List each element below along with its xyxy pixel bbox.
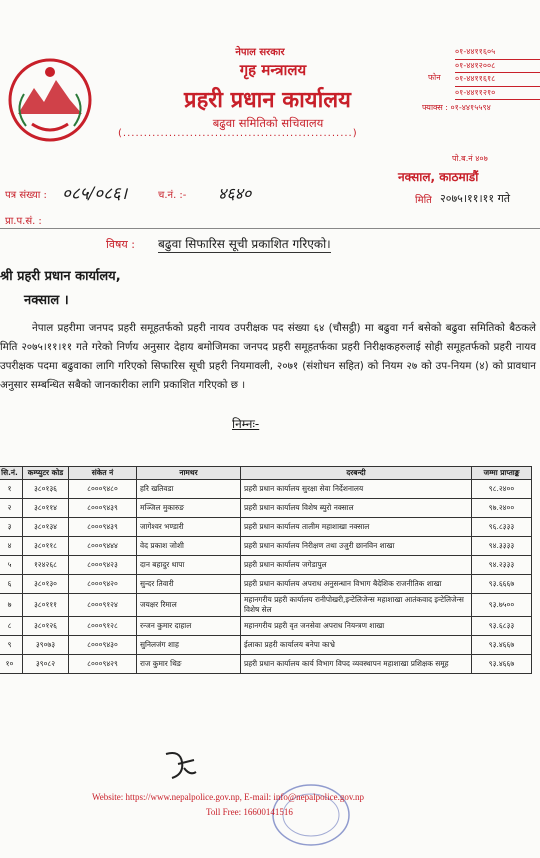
- phone-label: फोन: [428, 73, 441, 82]
- column-header: नामथर: [137, 467, 241, 480]
- table-header-row: [0, 467, 532, 480]
- sanket-number-cell: ८०००९४८०: [69, 480, 137, 499]
- serial-cell: १: [0, 480, 23, 499]
- table-row: [0, 617, 532, 636]
- posting-cell: प्रहरी प्रधान कार्यालय निरीक्षण तथा उजुरी छानविन शाखा: [241, 537, 472, 556]
- ministry-label: गृह मन्त्रालय: [239, 61, 307, 79]
- signature-image: [160, 748, 200, 784]
- phone-number: ०१-४४११६१८: [455, 73, 540, 87]
- posting-cell: महानगरीय प्रहरी कार्यालय रानीपोखरी,इन्टेलिजेन्स महाशाखा आतंकवाद इन्टेलिजेन्स विशेष सेल: [241, 594, 472, 617]
- score-cell: ९६.८३३३: [472, 518, 532, 537]
- chalani-value: ४६४०: [218, 184, 252, 203]
- subject-label: विषय :: [106, 238, 135, 251]
- fax-label: फ्याक्स : ०१-४४१५५९४: [422, 103, 491, 112]
- sanket-number-cell: ८०००९४३०: [69, 636, 137, 655]
- sanket-number-cell: ८०००९४३९: [69, 499, 137, 518]
- computer-code-cell: ३८०११८: [23, 537, 69, 556]
- computer-code-cell: ३८०१३६: [23, 480, 69, 499]
- posting-cell: महानगरीय प्रहरी वृत जनसेवा अपराध नियन्त्रण शाखा: [241, 617, 472, 636]
- serial-cell: ३: [0, 518, 23, 537]
- posting-cell: प्रहरी प्रधान कार्यालय विशेष ब्युरो नक्साल: [241, 499, 472, 518]
- recipient-line-2: नक्साल ।: [24, 293, 69, 308]
- posting-cell: प्रहरी प्रधान कार्यालय सुरक्षा सेवा निर्देशनालय: [241, 480, 472, 499]
- subject-text: बढुवा सिफारिस सूची प्रकाशित गरिएको।: [158, 237, 331, 251]
- sanket-number-cell: ८०००९४२३: [69, 556, 137, 575]
- recommendation-table: [0, 466, 532, 674]
- office-title: प्रहरी प्रधान कार्यालय: [184, 88, 351, 113]
- serial-cell: २: [0, 499, 23, 518]
- score-cell: ९३.४६६७: [472, 636, 532, 655]
- patra-sankhya-label: पत्र संख्या :: [5, 190, 47, 201]
- table-row: [0, 537, 532, 556]
- sanket-number-cell: ८०००९१२४: [69, 594, 137, 617]
- date-value: २०७५।११।११ गते: [440, 192, 511, 205]
- serial-cell: ६: [0, 575, 23, 594]
- table-row: [0, 480, 532, 499]
- date-label: मिति: [415, 195, 432, 206]
- table-row: [0, 655, 532, 674]
- computer-code-cell: ३८०१२६: [23, 617, 69, 636]
- name-cell: जयक्षर रिमाल: [137, 594, 241, 617]
- pras-label: प्रा.प.सं. :: [5, 216, 42, 227]
- computer-code-cell: ३८०१११: [23, 594, 69, 617]
- nepal-emblem-icon: [4, 54, 96, 146]
- name-cell: हरि खतिवडा: [137, 480, 241, 499]
- serial-cell: ९: [0, 636, 23, 655]
- computer-code-cell: १२४२६८: [23, 556, 69, 575]
- score-cell: ९८.२४००: [472, 480, 532, 499]
- table-row: [0, 594, 532, 617]
- computer-code-cell: ३९०७३: [23, 636, 69, 655]
- name-cell: सुनिलजंग शाह: [137, 636, 241, 655]
- sanket-number-cell: ८०००९१२८: [69, 617, 137, 636]
- name-cell: मञ्जिल मुकारुङ: [137, 499, 241, 518]
- header-divider: [0, 228, 540, 229]
- footer-website: Website: https://www.nepalpolice.gov.np, E-mail: info@nepalpolice.gov.np: [92, 792, 365, 802]
- phone-list: [455, 46, 540, 100]
- column-header: संकेत नं: [69, 467, 137, 480]
- column-header: दरबन्दी: [241, 467, 472, 480]
- name-cell: राज कुमार थिङ: [137, 655, 241, 674]
- po-box: पो.ब.नं ४०७: [452, 154, 488, 163]
- sanket-number-cell: ८०००९४२९: [69, 655, 137, 674]
- score-cell: ९३.७५००: [472, 594, 532, 617]
- serial-cell: ४: [0, 537, 23, 556]
- secretariat-label: बढुवा समितिको सचिवालय: [212, 116, 324, 130]
- phone-number: ०१-४४११२१०: [455, 87, 540, 101]
- computer-code-cell: ३८०१३०: [23, 575, 69, 594]
- phone-number: ०१-४४१२००८: [455, 60, 540, 74]
- score-cell: ९४.३३३३: [472, 537, 532, 556]
- score-cell: ९७.२४००: [472, 499, 532, 518]
- table-row: [0, 499, 532, 518]
- footer-toll-free: Toll Free: 16600141516: [206, 807, 293, 817]
- name-cell: दान बहादुर थापा: [137, 556, 241, 575]
- column-header: जम्मा प्राप्ताङ्क: [472, 467, 532, 480]
- serial-cell: १०: [0, 655, 23, 674]
- table-row: [0, 636, 532, 655]
- table-row: [0, 518, 532, 537]
- column-header: कम्प्युटर कोड: [23, 467, 69, 480]
- score-cell: ९३.६८३३: [472, 617, 532, 636]
- phone-number: ०१-४४११६०५: [455, 46, 540, 60]
- chalani-label: च.नं. :-: [158, 190, 187, 201]
- score-cell: ९३.६६६७: [472, 575, 532, 594]
- table-row: [0, 556, 532, 575]
- posting-cell: प्रहरी प्रधान कार्यालय कार्य विभाग विपद व्यवस्थापन महाशाखा प्रशिक्षक समूह: [241, 655, 472, 674]
- computer-code-cell: ३८०१३४: [23, 518, 69, 537]
- sanket-number-cell: ८०००९४४४: [69, 537, 137, 556]
- posting-cell: प्रहरी प्रधान कार्यालय तालीम महाशाखा नक्साल: [241, 518, 472, 537]
- posting-cell: प्रहरी प्रधान कार्यालय जगेडापुल: [241, 556, 472, 575]
- score-cell: ९४.२३३३: [472, 556, 532, 575]
- secretariat-bracket: (.......................................................): [118, 128, 358, 139]
- posting-cell: ईलाका प्रहरी कार्यालय बनेपा काभ्रे: [241, 636, 472, 655]
- name-cell: जागेश्वर भण्डारी: [137, 518, 241, 537]
- name-cell: वेद प्रकाश जोशी: [137, 537, 241, 556]
- office-address: नक्साल, काठमाडौं: [398, 170, 479, 184]
- posting-cell: प्रहरी प्रधान कार्यालय अपराध अनुसन्धान विभाग बैदेशिक राजनीतिक शाखा: [241, 575, 472, 594]
- patra-sankhya-value: ०८५/०८६।: [62, 184, 128, 204]
- recipient-line-1: श्री प्रहरी प्रधान कार्यालय,: [0, 269, 121, 284]
- sanket-number-cell: ८०००९४२०: [69, 575, 137, 594]
- score-cell: ९३.४६६७: [472, 655, 532, 674]
- government-label: नेपाल सरकार: [235, 47, 285, 58]
- name-cell: सुन्दर तिवारी: [137, 575, 241, 594]
- computer-code-cell: ३९०८२: [23, 655, 69, 674]
- table-row: [0, 575, 532, 594]
- sanket-number-cell: ८०००९४३९: [69, 518, 137, 537]
- serial-cell: ७: [0, 594, 23, 617]
- name-cell: रन्जन कुमार दाहाल: [137, 617, 241, 636]
- computer-code-cell: ३८०११४: [23, 499, 69, 518]
- serial-cell: ८: [0, 617, 23, 636]
- list-heading: निम्नः-: [232, 417, 260, 431]
- column-header: सि.नं.: [0, 467, 23, 480]
- serial-cell: ५: [0, 556, 23, 575]
- body-paragraph: नेपाल प्रहरीमा जनपद प्रहरी समूहतर्फको प्रहरी नायव उपरीक्षक पद संख्या ६४ (चौसट्ठी) मा बढुवा गर्न बसेको बढुवा समितिको बैठकले मिति २०७५।११।११ गते गरेको निर्णय अनुसार देहाय बमोजिमका जनपद प्रहरी समूहतर्फका प्रहरी निरीक्षकहरुलाई सोही समूहतर्फको प्रहरी नायव उपरीक्षक पदमा बढुवाका लागि गरिएको सिफारिस सूची प्रहरी नियमावली, २०७१ (संशोधन सहित) को नियम २७ को उप-नियम (४) को प्रावधान अनुसार सम्बन्धित सबैको जानकारीका लागि प्रकाशित गरिएको छ ।: [0, 322, 536, 391]
